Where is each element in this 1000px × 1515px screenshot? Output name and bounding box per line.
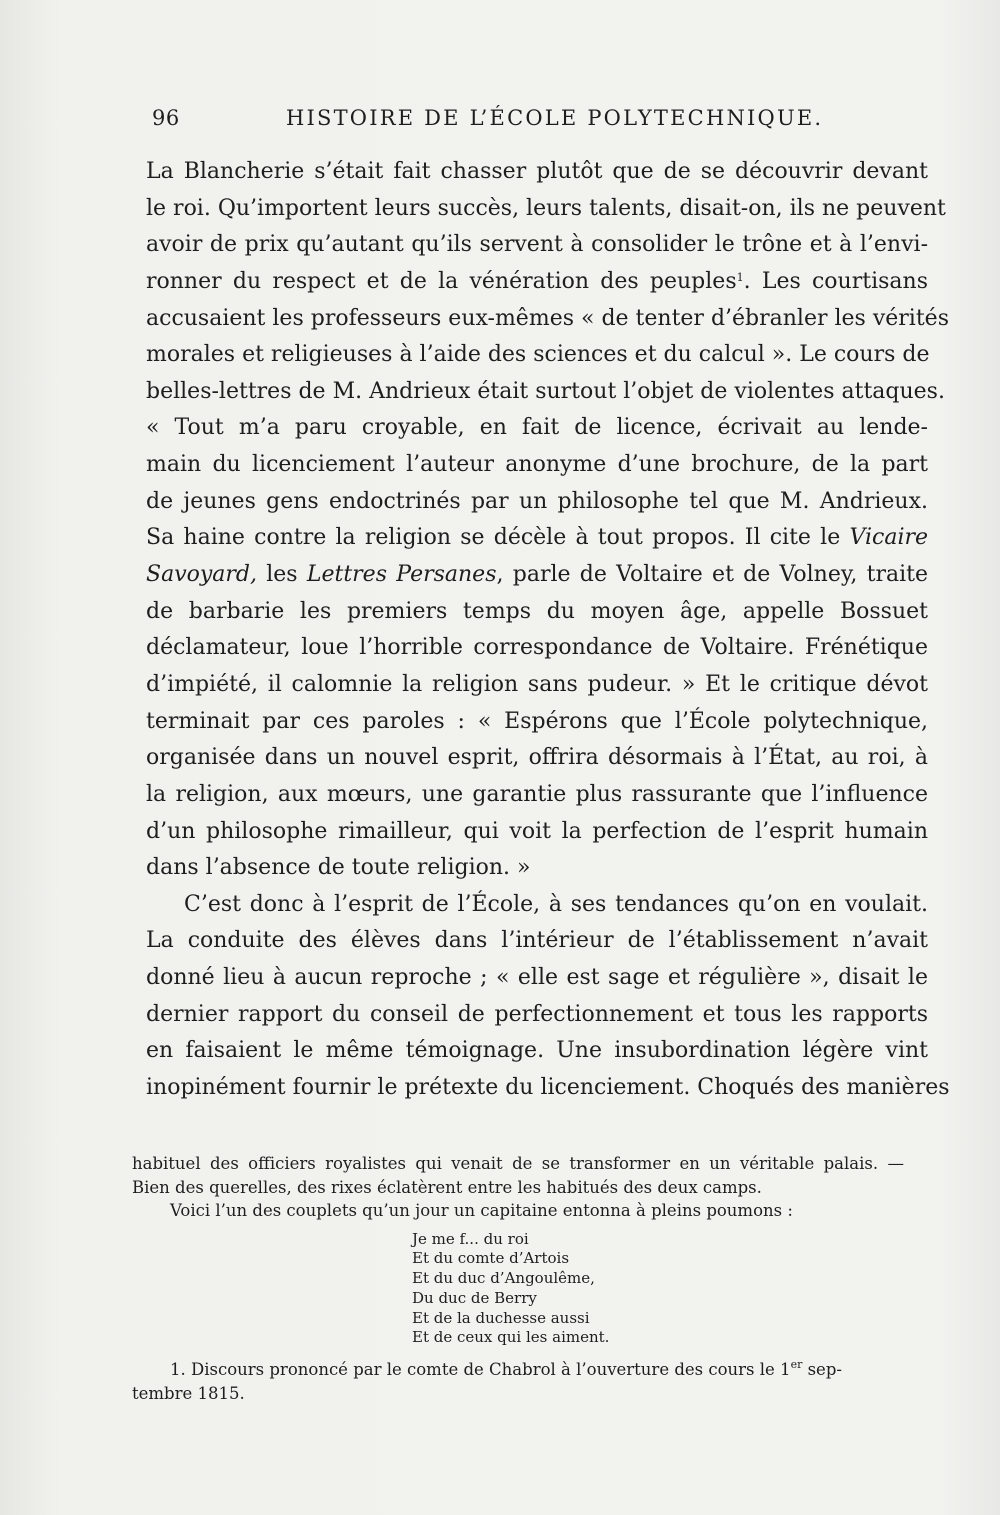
note-line: Bien des querelles, des rixes éclatèrent entre les habitués des deux camps. [132,1177,762,1197]
body-line: de jeunes gens endoctrinés par un philosophe tel que M. Andrieux. [146,488,928,514]
footnote [132,1358,904,1405]
body-line-text: les [257,562,307,588]
body-line: main du licenciement l’auteur anonyme d’une brochure, de la part [146,452,928,478]
body-line: la religion, aux mœurs, une garantie plus rassurante que l’influence [146,781,928,807]
verse-line: Je me f... du roi [412,1229,529,1248]
body-line: La conduite des élèves dans l’intérieur de l’établissement n’avait [146,928,928,954]
body-line [146,520,928,557]
footnote-number: 1. [170,1360,186,1380]
body-line-text: ronner du respect et de la vénération des peuples [146,268,737,294]
italic-title: Savoyard, [146,562,257,588]
page-header [148,98,928,138]
body-line: accusaient les professeurs eux-mêmes « de tenter d’ébranler les vérités [146,305,949,331]
body-line [146,264,928,301]
body-line-text: Sa haine contre la religion se décèle à tout propos. Il cite le [146,525,841,551]
running-title: HISTOIRE DE L’ÉCOLE POLYTECHNIQUE. [286,106,824,130]
verse-line: Et du duc d’Angoulême, [412,1269,595,1288]
footnote-line [132,1358,904,1382]
body-line-tail: . Les courtisans [743,268,928,294]
body-line: « Tout m’a paru croyable, en fait de licence, écrivait au lende- [146,415,928,441]
verse-line: Et de ceux qui les aiment. [412,1328,610,1347]
body-line: dernier rapport du conseil de perfectionnement et tous les rapports [146,1001,928,1027]
body-line: morales et religieuses à l’aide des sciences et du calcul ». Le cours de [146,342,930,368]
body-line: organisée dans un nouvel esprit, offrira désormais à l’État, au roi, à [146,745,928,771]
footnote-line: tembre 1815. [132,1383,245,1403]
body-text [146,154,950,1107]
body-line: déclamateur, loue l’horrible correspondance de Voltaire. Frénétique [146,635,928,661]
verse-line: Et du comte d’Artois [412,1249,570,1268]
body-line: terminait par ces paroles : « Espérons que l’École polytechnique, [146,708,928,734]
italic-title: Vicaire [849,525,929,551]
footnote-text: Discours prononcé par le comte de Chabrol à l’ouverture des cours le 1 [185,1360,791,1380]
body-line: d’impiété, il calomnie la religion sans pudeur. » Et le critique dévot [146,671,928,697]
body-line: le roi. Qu’importent leurs succès, leurs talents, disait-on, ils ne peuvent [146,195,946,221]
verse-block [132,1230,904,1349]
footnote-ref: 1 [736,270,744,284]
body-line: en faisaient le même témoignage. Une insubordination légère vint [146,1038,928,1064]
body-line: de barbarie les premiers temps du moyen âge, appelle Bossuet [146,598,928,624]
body-line-tail: , parle de Voltaire et de Volney, traite [496,562,928,588]
note-line: habituel des officiers royalistes qui venait de se transformer en un véritable palais. — [132,1154,904,1173]
verse-line: Et de la duchesse aussi [412,1308,590,1327]
body-line: inopinément fournir le prétexte du licenciement. Choqués des manières [146,1075,950,1101]
body-line: La Blancherie s’était fait chasser plutôt que de se découvrir devant [146,159,928,184]
footnote-superscript: er [790,1358,803,1372]
body-line: dans l’absence de toute religion. » [146,855,531,881]
body-line: C’est donc à l’esprit de l’École, à ses tendances qu’on en voulait. [184,891,928,917]
body-line: belles-lettres de M. Andrieux était surtout l’objet de violentes attaques. [146,378,945,404]
body-line: donné lieu à aucun reproche ; « elle est sage et régulière », disait le [146,965,928,991]
body-line [146,557,928,594]
note-line: Voici l’un des couplets qu’un jour un capitaine entonna à pleins poumons : [170,1201,793,1220]
italic-title: Lettres Persanes [306,562,497,588]
body-line: d’un philosophe rimailleur, qui voit la perfection de l’esprit humain [146,818,928,844]
page-number: 96 [152,106,180,130]
footnote-text-tail: sep- [802,1360,842,1380]
verse-line: Du duc de Berry [412,1288,537,1307]
notes-section [132,1152,904,1405]
body-line: avoir de prix qu’autant qu’ils servent à consolider le trône et à l’envi- [146,232,928,258]
